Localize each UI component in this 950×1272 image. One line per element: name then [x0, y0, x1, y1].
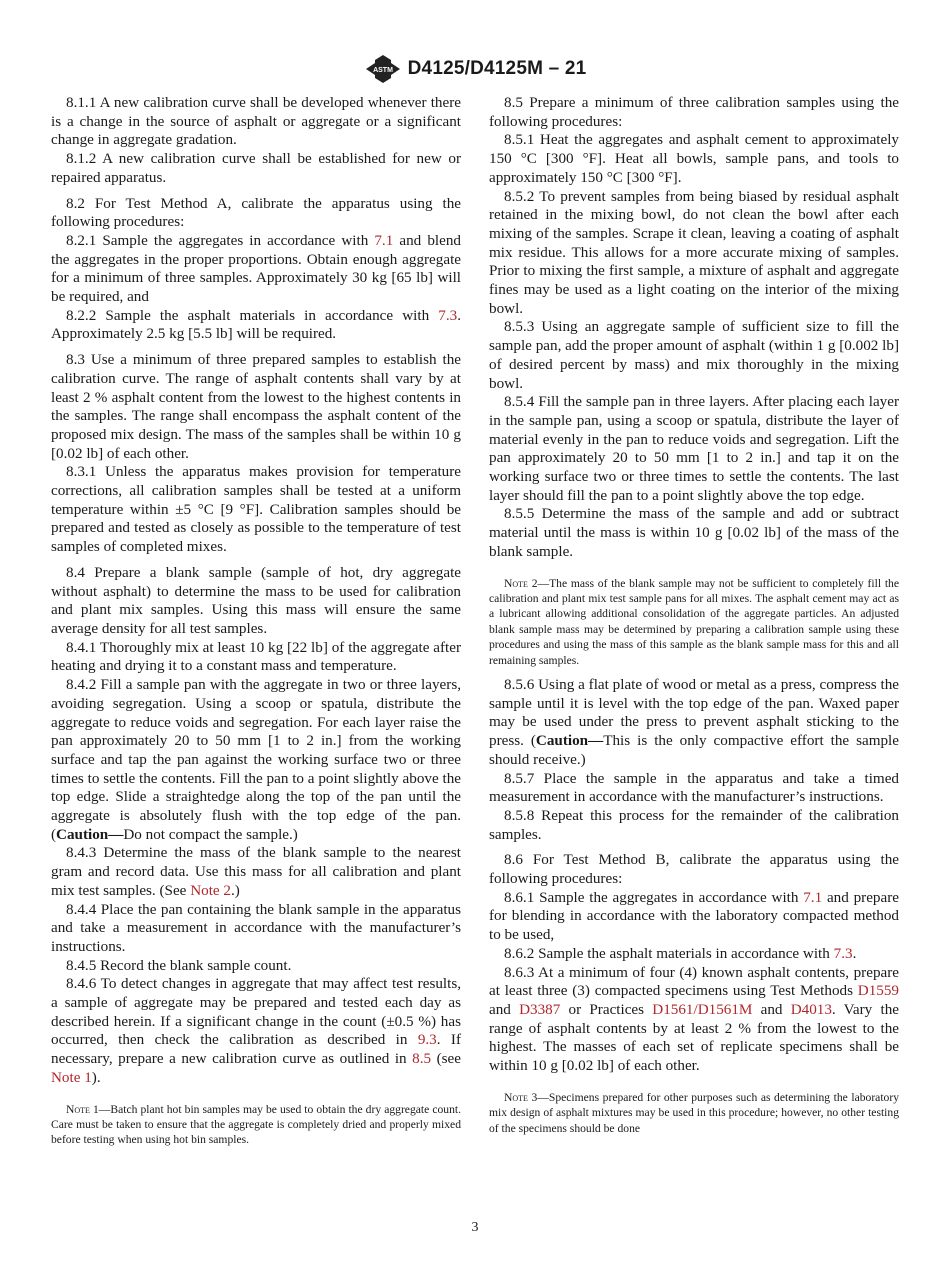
paragraph-8-5-5: 8.5.5 Determine the mass of the sample and add or subtract material until the mass is within 10 g [0.02 lb] of the mass of the blank sample.: [489, 505, 899, 560]
page-header: [0, 52, 950, 86]
note-3: Note 3—Specimens prepared for other purposes such as determining the laboratory mix design of asphalt mixtures may be used in this procedure; however, no other testing of the specimens should be done: [489, 1090, 899, 1135]
ref-d3387-link[interactable]: D3387: [519, 1000, 561, 1018]
paragraph-8-4: 8.4 Prepare a blank sample (sample of hot, dry aggregate without asphalt) to determine the mass to be used for calibration and plant mix samples. Using this mass will ensure the same average density for all test samples.: [51, 563, 461, 637]
paragraph-8-5-6: 8.5.6 Using a flat plate of wood or metal as a press, compress the sample until it is level with the top edge of the pan. Waxed paper may be used under the press to prevent asphalt sticking to the press. (Caution—This is the only compactive effort the sample should receive.): [489, 676, 899, 768]
ref-note-1-link[interactable]: Note 1: [51, 1068, 92, 1086]
paragraph-8-1-1: 8.1.1 A new calibration curve shall be developed whenever there is a change in the source of asphalt or aggregate or a significant change in aggregate gradation.: [51, 94, 461, 149]
paragraph-8-6: 8.6 For Test Method B, calibrate the apparatus using the following procedures:: [489, 851, 899, 888]
ref-7-1-link[interactable]: 7.1: [374, 231, 394, 249]
paragraph-8-5-3: 8.5.3 Using an aggregate sample of sufficient size to fill the sample pan, add the proper amount of asphalt (within 1 g [0.002 lb] of desired percent by mass) and mix thoroughly in the mixing bowl.: [489, 318, 899, 392]
ref-7-1-link[interactable]: 7.1: [803, 888, 823, 906]
ref-7-3-link[interactable]: 7.3: [833, 944, 853, 962]
ref-d1559-link[interactable]: D1559: [857, 982, 899, 1000]
paragraph-8-2-2: 8.2.2 Sample the asphalt materials in accordance with 7.3. Approximately 2.5 kg [5.5 lb] will be required.: [51, 306, 461, 343]
paragraph-8-5-8: 8.5.8 Repeat this process for the remainder of the calibration samples.: [489, 806, 899, 843]
paragraph-8-5-1: 8.5.1 Heat the aggregates and asphalt cement to approximately 150 °C [300 °F]. Heat all bowls, sample pans, and tools to approximately 150 °C [300 °F].: [489, 131, 899, 186]
svg-text:ASTM: ASTM: [372, 67, 393, 74]
paragraph-8-6-3: 8.6.3 At a minimum of four (4) known asphalt contents, prepare at least three (3) compacted specimens using Test Methods D1559 and D3387 or Practices D1561/D1561M and D4013. Vary the range of asphalt contents by at least 2 % from the lowest to the highest. The masses of each set of replicate specimens shall be within 10 g [0.02 lb] of each other.: [489, 963, 899, 1075]
paragraph-8-5-2: 8.5.2 To prevent samples from being biased by residual asphalt retained in the mixing bowl, do not clean the bowl after each mixing of the samples. Scrape it clean, leaving a coating of asphalt mix residue. This allows for a more accurate mixing of samples. Prior to mixing the first sample, a mixture of asphalt and aggregate fines may be used as a light coating on the interior of the mixing bowl.: [489, 187, 899, 317]
paragraph-8-4-2: 8.4.2 Fill a sample pan with the aggregate in two or three layers, avoiding segregation. Using a scoop or spatula, distribute the aggregate to reduce voids and segregation. For each layer raise the pan approximately 20 to 50 mm [1 to 2 in.] from the working surface and tap the pan against the working surface two or three times to settle the contents. Fill the pan to a point slightly above the top edge. Slide a straightedge along the top of the pan until the aggregate is absolutely flush with the top edge of the pan. (Caution—Do not compact the sample.): [51, 676, 461, 843]
paragraph-8-2: 8.2 For Test Method A, calibrate the apparatus using the following procedures:: [51, 194, 461, 231]
ref-8-5-link[interactable]: 8.5: [412, 1050, 432, 1068]
paragraph-8-5-4: 8.5.4 Fill the sample pan in three layers. After placing each layer in the sample pan, using a scoop or spatula, distribute the layer of material evenly in the pan to reduce voids and segregation. Lift the pan approximately 20 to 50 mm [1 to 2 in.] and tap it on the working surface two or three times to settle the contents. The last layer should fill the pan to a point slightly above the top edge.: [489, 393, 899, 504]
astm-logo-icon: [364, 54, 402, 84]
paragraph-8-5: 8.5 Prepare a minimum of three calibration samples using the following procedures:: [489, 94, 899, 130]
paragraph-8-1-2: 8.1.2 A new calibration curve shall be established for new or repaired apparatus.: [51, 150, 461, 186]
paragraph-8-3: 8.3 Use a minimum of three prepared samples to establish the calibration curve. The range of asphalt contents shall vary by at least 2 % asphalt content from the lowest to the highest contents in the samples. The range shall encompass the asphalt content of the proposed mix design. The mass of the samples shall be within 10 g [0.02 lb] of each other.: [51, 351, 461, 462]
ref-note-2-link[interactable]: Note 2: [190, 881, 231, 899]
left-column: [51, 94, 461, 1148]
paragraph-8-6-1: 8.6.1 Sample the aggregates in accordance with 7.1 and prepare for blending in accordance with the laboratory compacted method to be used,: [489, 888, 899, 944]
ref-7-3-link[interactable]: 7.3: [438, 306, 458, 324]
note-1: Note 1—Batch plant hot bin samples may be used to obtain the dry aggregate count. Care must be taken to ensure that the aggregate is completely dried and properly mixed before testing when using hot bin samples.: [51, 1102, 461, 1147]
right-column: [489, 94, 899, 1136]
paragraph-8-3-1: 8.3.1 Unless the apparatus makes provision for temperature corrections, all calibration samples shall be tested at a uniform temperature within ±5 °C [9 °F]. Calibration samples should be prepared and tested as closely as possible to the temperature of test samples of completed mixes.: [51, 463, 461, 556]
standard-designation: D4125/D4125M – 21: [407, 58, 587, 79]
paragraph-8-4-3: 8.4.3 Determine the mass of the blank sample to the nearest gram and record data. Use this mass for all calibration and plant mix test samples. (See Note 2.): [51, 844, 461, 899]
paragraph-8-5-7: 8.5.7 Place the sample in the apparatus and take a timed measurement in accordance with the manufacturer’s instructions.: [489, 769, 899, 806]
page-number: 3: [471, 1220, 479, 1235]
paragraph-8-4-1: 8.4.1 Thoroughly mix at least 10 kg [22 lb] of the aggregate after heating and drying it to a constant mass and temperature.: [51, 638, 461, 675]
note-2: Note 2—The mass of the blank sample may not be sufficient to completely fill the calibration and plant mix test sample pans for all mixes. The asphalt cement may act as a lubricant allowing additional consolidation of the aggregate particles. An adjusted blank sample mass may be determined by preparing a calibration sample using these procedures and using the mass of this sample as the blank sample mass for this and all remaining samples.: [489, 576, 899, 667]
paragraph-8-2-1: 8.2.1 Sample the aggregates in accordance with 7.1 and blend the aggregates in the proper proportions. Obtain enough aggregate for a minimum of three samples. Approximately 30 kg [65 lb] will be required, and: [51, 231, 461, 306]
paragraph-8-6-2: 8.6.2 Sample the asphalt materials in accordance with 7.3.: [504, 944, 857, 962]
ref-d4013-link[interactable]: D4013: [790, 1000, 832, 1018]
paragraph-8-4-5: 8.4.5 Record the blank sample count.: [66, 956, 292, 974]
ref-d1561-link[interactable]: D1561/D1561M: [652, 1000, 753, 1018]
paragraph-8-4-4: 8.4.4 Place the pan containing the blank sample in the apparatus and take a measurement in accordance with the manufacturer’s instructions.: [51, 900, 461, 955]
paragraph-8-4-6: 8.4.6 To detect changes in aggregate that may affect test results, a sample of aggregate may be prepared and tested each day as described herein. If a significant change in the count (±0.5 %) has occurred, then check the calibration as described in 9.3. If necessary, prepare a new calibration curve as outlined in 8.5 (see Note 1).: [51, 975, 462, 1086]
ref-9-3-link[interactable]: 9.3: [417, 1031, 437, 1049]
